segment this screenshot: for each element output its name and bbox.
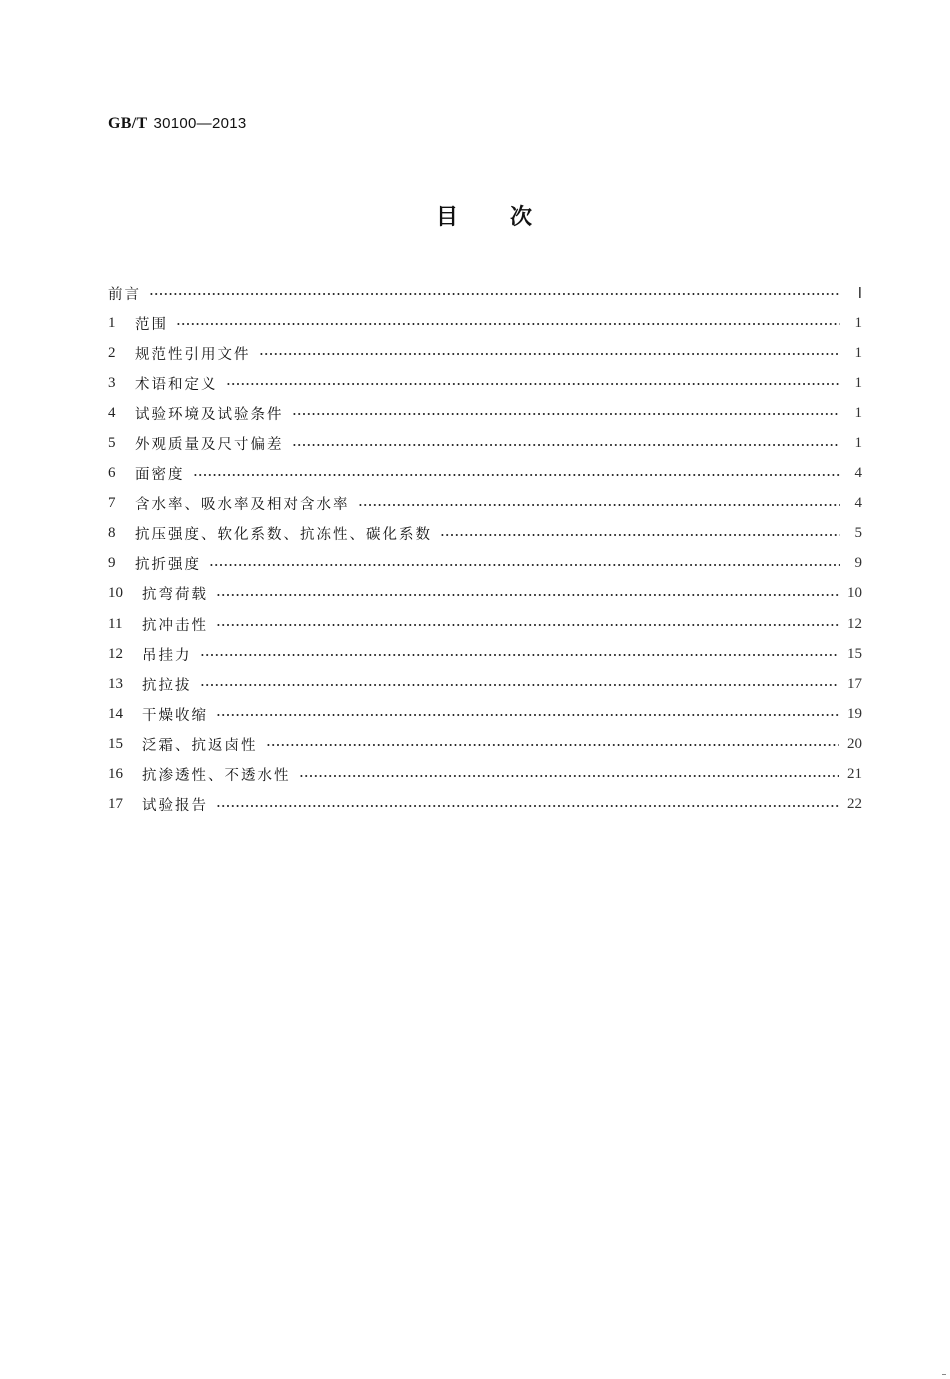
dot-leader <box>292 444 841 446</box>
dot-leader <box>358 504 841 506</box>
toc-entry-page: 1 <box>854 435 862 452</box>
toc-entry[interactable] <box>108 428 862 458</box>
toc-entry-number: 17 <box>108 796 123 813</box>
toc-entry[interactable] <box>108 639 862 669</box>
dot-leader <box>200 684 840 686</box>
toc-entry-label: 抗压强度、软化系数、抗冻性、碳化系数 <box>135 527 432 544</box>
toc-entry-page: 17 <box>847 675 862 692</box>
toc-entry-page: 4 <box>854 495 862 512</box>
toc-entry[interactable] <box>108 760 862 790</box>
toc-entry-number: 7 <box>108 495 116 512</box>
dot-leader <box>226 383 841 385</box>
toc-entry-page: 1 <box>854 404 862 421</box>
toc-entry[interactable] <box>108 579 862 609</box>
toc-entry[interactable] <box>108 459 862 489</box>
toc-entry-page: 19 <box>847 705 862 722</box>
dot-leader <box>216 624 839 626</box>
toc-entry-number: 15 <box>108 735 123 752</box>
toc-entry-label: 面密度 <box>135 467 185 484</box>
toc-entry[interactable] <box>108 549 862 579</box>
toc-entry-number: 9 <box>108 555 116 572</box>
toc-entry-page: Ⅰ <box>857 285 862 302</box>
toc-entry[interactable] <box>108 669 862 699</box>
toc-entry-page: 9 <box>854 555 862 572</box>
toc-entry-label: 试验环境及试验条件 <box>135 406 284 423</box>
dot-leader <box>193 474 841 476</box>
dot-leader <box>266 744 840 746</box>
toc-entry-label: 抗折强度 <box>135 557 201 574</box>
table-of-contents <box>108 278 862 820</box>
dot-leader <box>200 654 840 656</box>
toc-entry[interactable] <box>108 519 862 549</box>
dot-leader <box>149 293 840 295</box>
toc-entry-label: 泛霜、抗返卤性 <box>142 737 258 754</box>
toc-entry[interactable] <box>108 790 862 820</box>
toc-entry-number: 1 <box>108 314 116 331</box>
toc-entry-foreword[interactable] <box>108 278 862 308</box>
toc-entry-page: 1 <box>854 374 862 391</box>
toc-entry[interactable] <box>108 699 862 729</box>
title-char-2: 次 <box>510 205 533 230</box>
toc-entry[interactable] <box>108 338 862 368</box>
toc-entry-label: 抗弯荷载 <box>142 587 208 604</box>
toc-entry-page: 1 <box>854 344 862 361</box>
page-title <box>436 200 532 231</box>
scan-artifact <box>942 1374 946 1375</box>
toc-entry-number: 14 <box>108 705 123 722</box>
dot-leader <box>292 413 841 415</box>
toc-entry-number: 12 <box>108 645 123 662</box>
toc-entry-label: 规范性引用文件 <box>135 346 251 363</box>
toc-entry-page: 20 <box>847 735 862 752</box>
standard-number: 30100—2013 <box>153 115 247 132</box>
toc-entry-number: 8 <box>108 525 116 542</box>
toc-entry[interactable] <box>108 489 862 519</box>
dot-leader <box>299 775 840 777</box>
toc-entry-number: 10 <box>108 585 123 602</box>
toc-entry[interactable] <box>108 368 862 398</box>
dot-leader <box>216 594 839 596</box>
toc-entry-label: 抗拉拔 <box>142 677 192 694</box>
toc-entry-label: 干燥收缩 <box>142 707 208 724</box>
dot-leader <box>176 323 840 325</box>
toc-entry-page: 4 <box>854 465 862 482</box>
toc-entry-label: 吊挂力 <box>142 647 192 664</box>
toc-entry-label: 前言 <box>108 286 141 303</box>
toc-entry[interactable] <box>108 308 862 338</box>
toc-entry[interactable] <box>108 729 862 759</box>
toc-entry-label: 抗渗透性、不透水性 <box>142 768 291 785</box>
toc-entry-label: 术语和定义 <box>135 376 218 393</box>
toc-entry-label: 含水率、吸水率及相对含水率 <box>135 497 350 514</box>
toc-entry-page: 15 <box>847 645 862 662</box>
toc-entry-page: 5 <box>854 525 862 542</box>
toc-entry-page: 1 <box>854 314 862 331</box>
toc-entry-label: 抗冲击性 <box>142 617 208 634</box>
toc-entry-number: 11 <box>108 615 123 632</box>
toc-entry-number: 5 <box>108 435 116 452</box>
toc-entry-number: 6 <box>108 465 116 482</box>
toc-entry-number: 16 <box>108 766 123 783</box>
standard-prefix: GB/T <box>108 115 148 132</box>
standard-code <box>108 114 247 133</box>
toc-entry-number: 4 <box>108 404 116 421</box>
toc-entry-label: 外观质量及尺寸偏差 <box>135 437 284 454</box>
toc-entry-number: 13 <box>108 675 123 692</box>
toc-entry[interactable] <box>108 609 862 639</box>
toc-entry[interactable] <box>108 398 862 428</box>
toc-entry-label: 试验报告 <box>142 798 208 815</box>
toc-entry-number: 2 <box>108 344 116 361</box>
toc-entry-number: 3 <box>108 374 116 391</box>
dot-leader <box>259 353 841 355</box>
dot-leader <box>440 534 840 536</box>
dot-leader <box>216 714 839 716</box>
dot-leader <box>216 805 839 807</box>
toc-entry-page: 10 <box>847 585 862 602</box>
toc-entry-label: 范围 <box>135 316 168 333</box>
toc-entry-page: 22 <box>847 796 862 813</box>
toc-entry-page: 21 <box>847 766 862 783</box>
toc-entry-page: 12 <box>847 615 862 632</box>
dot-leader <box>209 564 840 566</box>
title-char-1: 目 <box>436 205 459 230</box>
